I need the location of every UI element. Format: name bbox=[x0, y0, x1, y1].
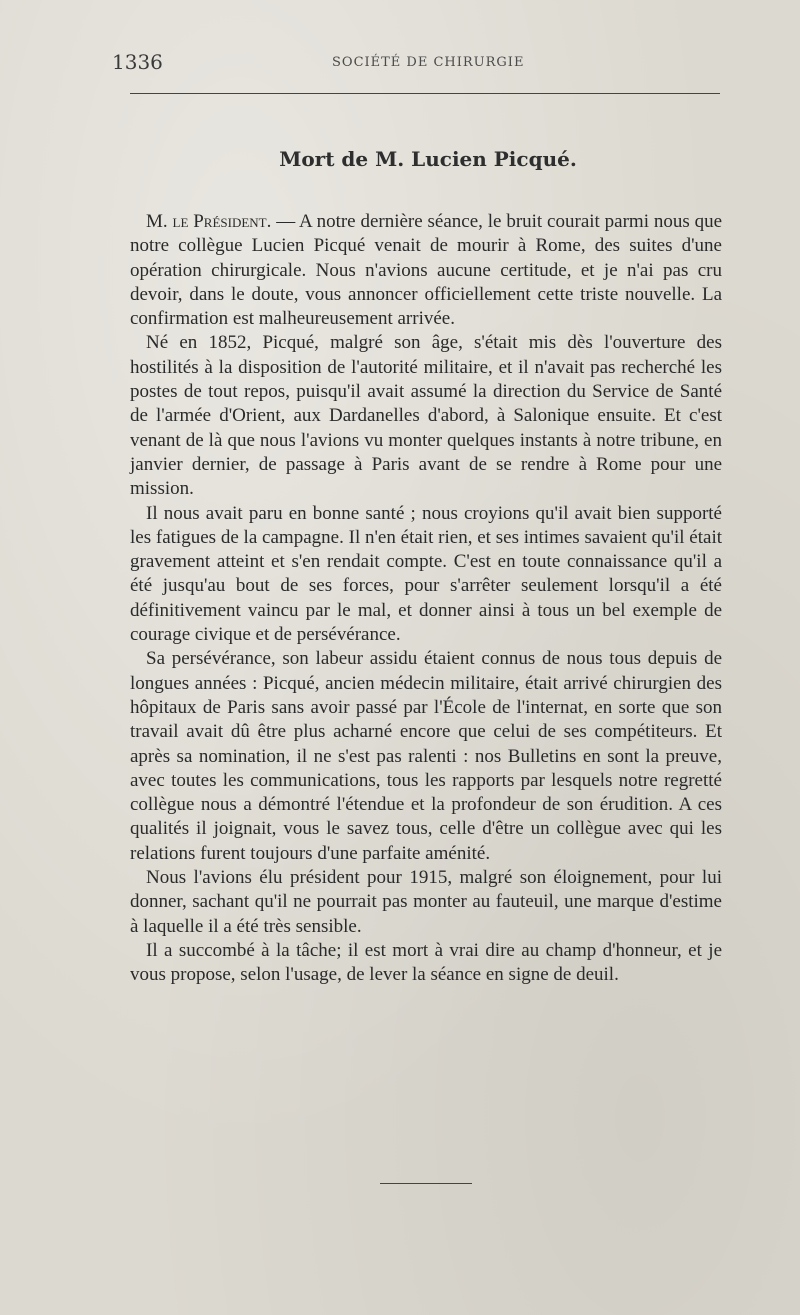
end-rule bbox=[380, 1183, 472, 1184]
paragraph: Nous l'avions élu président pour 1915, malgré son éloignement, pour lui donner, sachant qu'il ne pourrait pas monter au fauteuil, une marque d'estime à laquelle il a été très sensible. bbox=[130, 867, 722, 937]
paragraph: Il nous avait paru en bonne santé ; nous croyions qu'il avait bien supporté les fatigues de la campagne. Il n'en était rien, et ses intimes savaient qu'il était gravement atteint et s'en rendait compte. C'est en toute connaissance qu'il a été jusqu'au bout de ses forces, pour s'arrêter seulement lorsqu'il a été définitivement vaincu par le mal, et donner ainsi à tous un bel exemple de courage civique et de persévérance. bbox=[130, 502, 722, 646]
journal-name: SOCIÉTÉ DE CHIRURGIE bbox=[332, 55, 525, 70]
article-title: Mort de M. Lucien Picqué. bbox=[279, 147, 577, 171]
header-rule bbox=[130, 93, 720, 94]
paragraph: Il a succombé à la tâche; il est mort à vrai dire au champ d'honneur, et je vous propose, selon l'usage, de lever la séance en signe de deuil. bbox=[130, 939, 722, 986]
article-body bbox=[130, 210, 722, 988]
running-head bbox=[112, 50, 702, 74]
page-number: 1336 bbox=[112, 50, 163, 74]
speaker-prefix: M. bbox=[146, 211, 173, 232]
paragraph: Né en 1852, Picqué, malgré son âge, s'était mis dès l'ouverture des hostilités à la disposition de l'autorité militaire, et il n'avait pas recherché les postes de tout repos, puisqu'il avait assumé la direction du Service de Santé de l'armée d'Orient, aux Dardanelles d'abord, à Salonique ensuite. Et c'est venant de là que nous l'avions vu monter quelques instants à notre tribune, en janvier dernier, de passage à Paris avant de se rendre à Rome pour une mission. bbox=[130, 332, 722, 500]
speaker-title: le Président bbox=[172, 211, 267, 232]
paragraph-text: . — A notre dernière séance, le bruit courait parmi nous que notre collègue Lucien Picqué venait de mourir à Rome, des suites d'une opération chirurgicale. Nous n'avions aucune certitude, et je n'ai pas cru devoir, dans le doute, vous annoncer officiellement cette triste nouvelle. La confirmation est malheureusement arrivée. bbox=[130, 211, 723, 330]
paragraph bbox=[130, 210, 722, 331]
paragraph: Sa persévérance, son labeur assidu étaient connus de nous tous depuis de longues années : Picqué, ancien médecin militaire, était arrivé chirurgien des hôpitaux de Paris sans avoir passé par l'École de l'internat, en sorte que son travail avait dû être plus acharné encore que celui de ses compétiteurs. Et après sa nomination, il ne s'est pas ralenti : nos Bulletins en sont la preuve, avec toutes les communications, tous les rapports par lesquels notre regretté collègue nous a démontré l'étendue et la profondeur de son érudition. A ces qualités il joignait, vous le savez tous, celle d'être un collègue avec qui les relations furent toujours d'une parfaite aménité. bbox=[130, 648, 722, 864]
